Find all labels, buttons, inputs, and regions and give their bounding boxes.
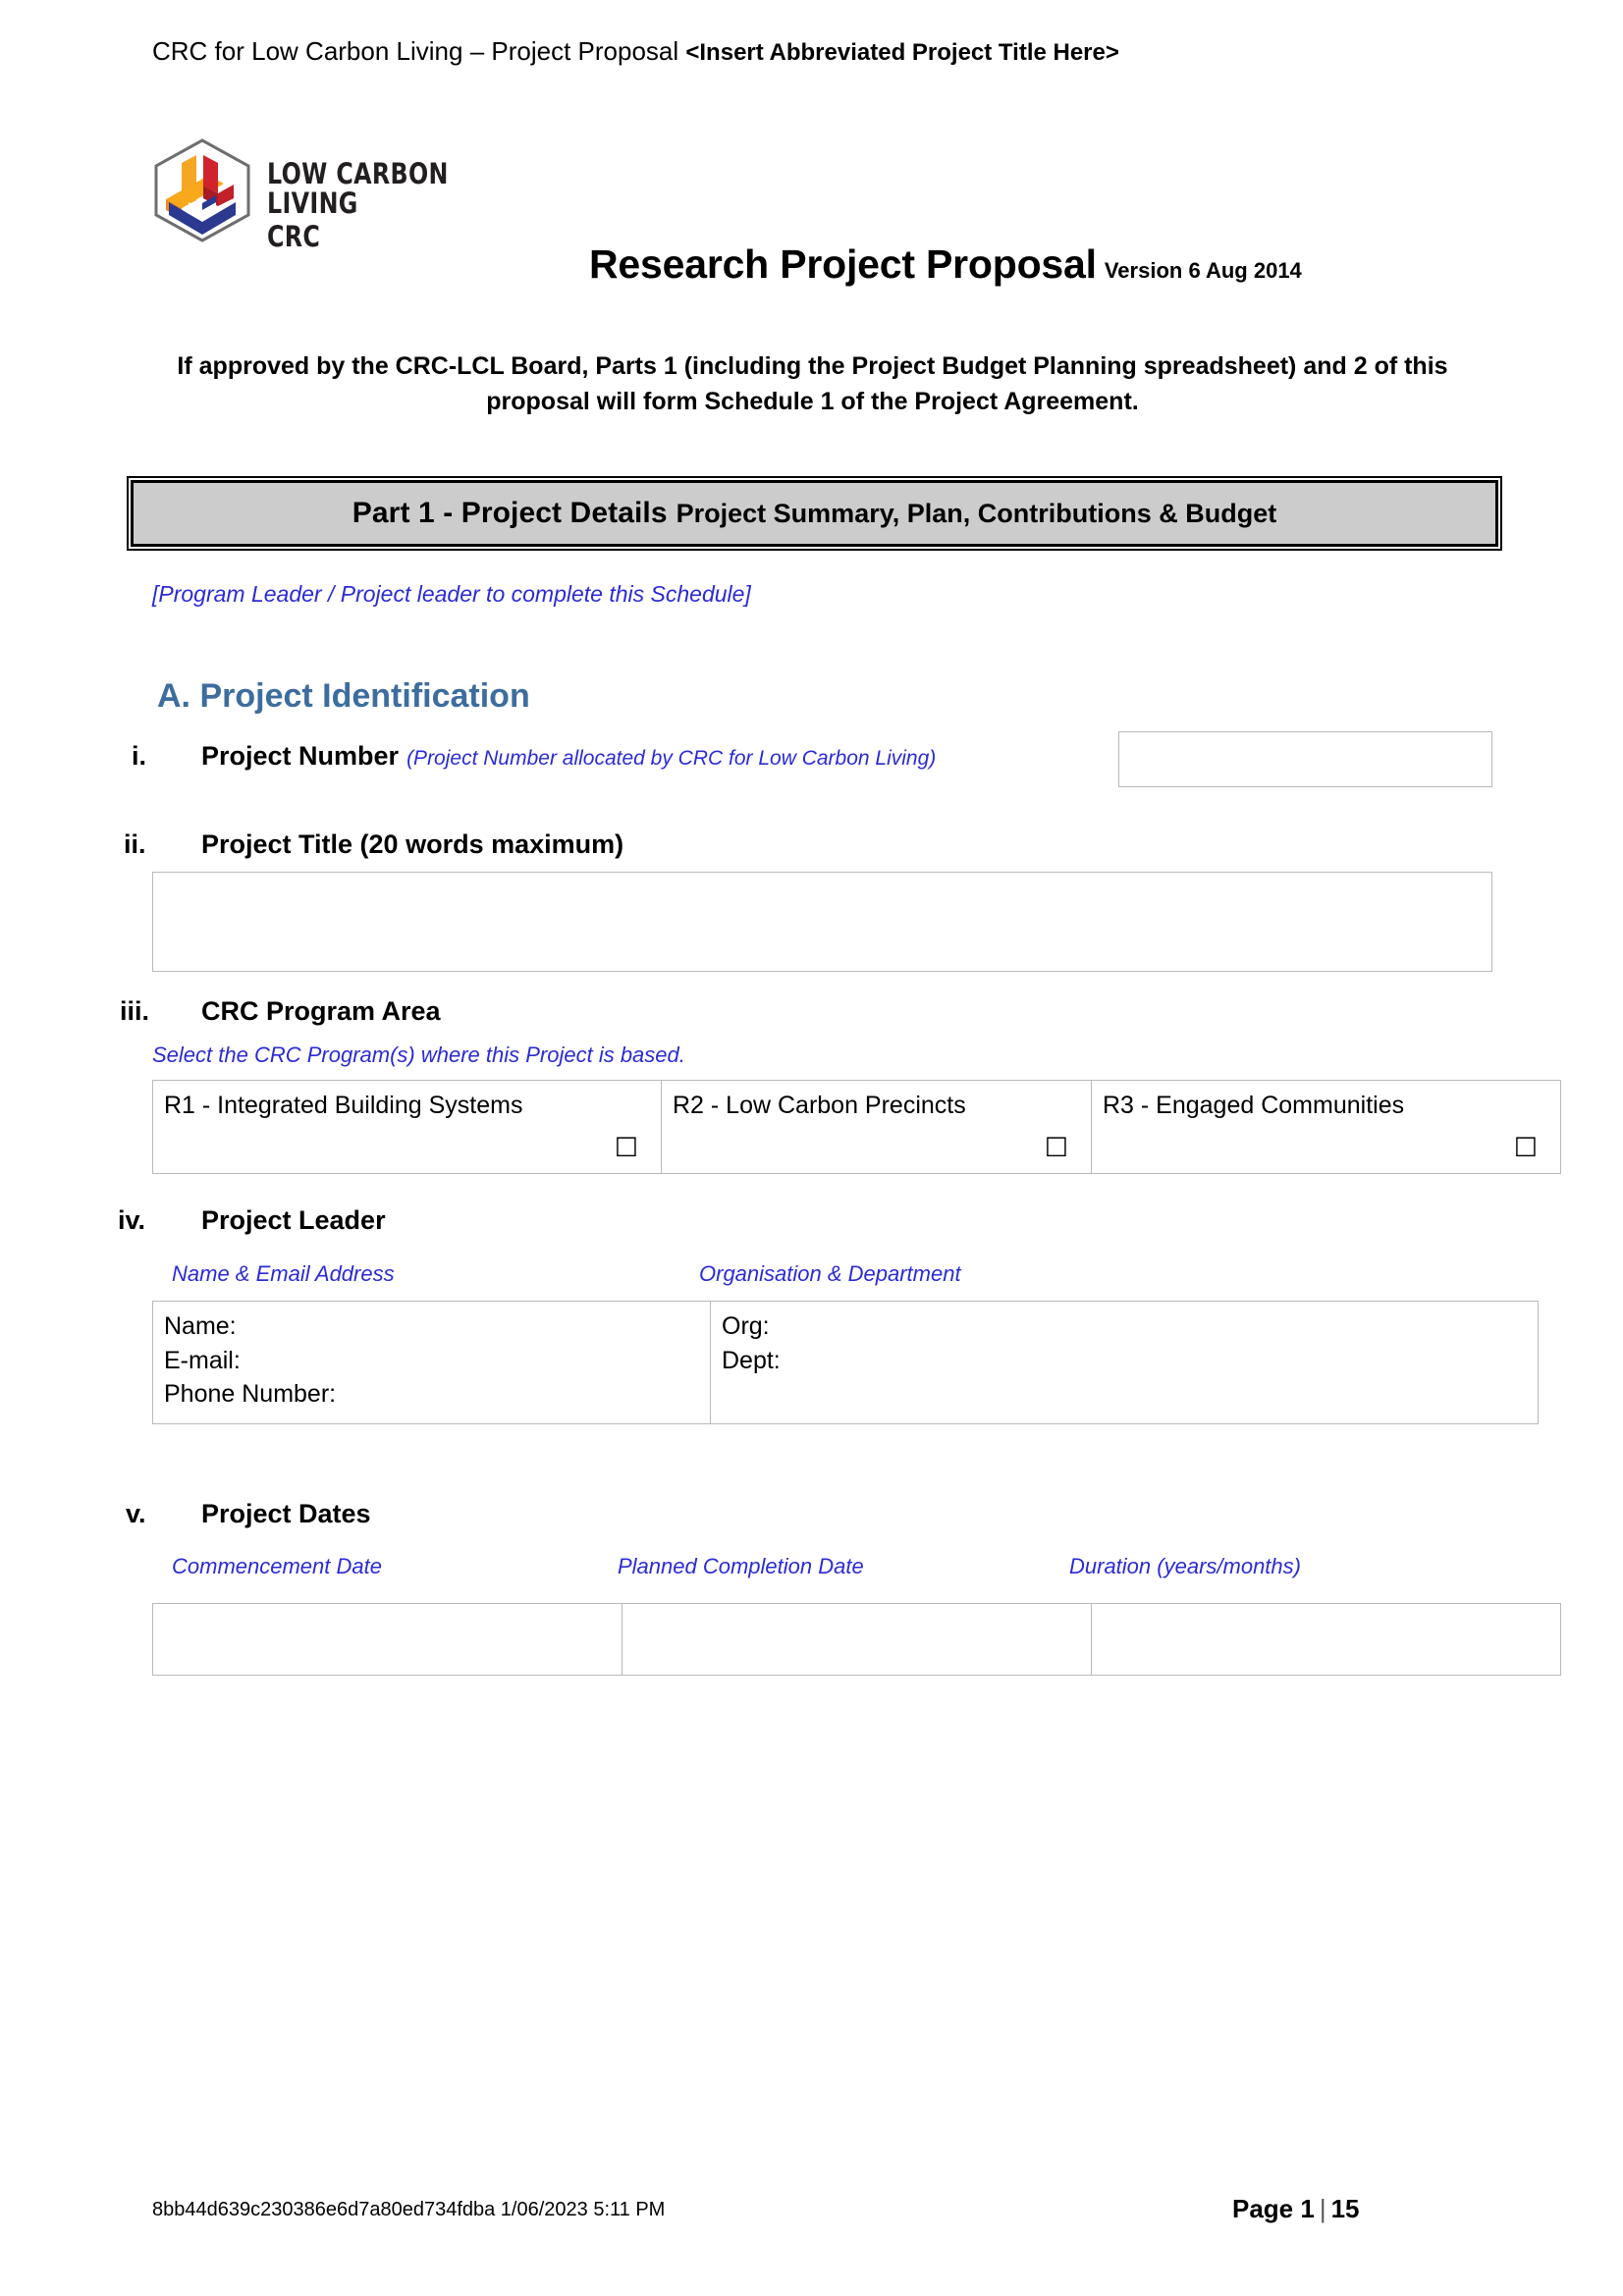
running-header-plain: CRC for Low Carbon Living – Project Proposal xyxy=(152,36,679,66)
footer-page-number xyxy=(1232,2194,1360,2224)
project-leader-table xyxy=(152,1301,1539,1424)
dates-caption-completion: Planned Completion Date xyxy=(618,1554,864,1578)
program-cell-r3[interactable] xyxy=(1092,1081,1561,1174)
checkbox-r3[interactable]: ☐ xyxy=(1513,1133,1538,1163)
table-row xyxy=(153,1604,1561,1676)
part-1-label: Part 1 - Project Details xyxy=(352,497,668,529)
planned-completion-date-input[interactable] xyxy=(622,1604,1092,1676)
footer-total-pages: 15 xyxy=(1330,2194,1360,2223)
project-leader-caption-org-dept: Organisation & Department xyxy=(699,1261,961,1286)
low-carbon-living-crc-logo-icon xyxy=(149,137,255,243)
running-header xyxy=(152,35,1488,68)
section-a-heading: A. Project Identification xyxy=(157,677,530,715)
item-ii-number: ii. xyxy=(124,829,146,859)
item-i-hint: (Project Number allocated by CRC for Low Carbon Living) xyxy=(406,747,937,770)
project-leader-org-cell[interactable] xyxy=(711,1302,1539,1424)
duration-input[interactable] xyxy=(1092,1604,1561,1676)
schedule-instruction-note: [Program Leader / Project leader to complete this Schedule] xyxy=(152,581,751,607)
document-title-text: Research Project Proposal xyxy=(589,241,1097,287)
project-title-input[interactable] xyxy=(152,872,1492,972)
item-v-label: Project Dates xyxy=(201,1499,371,1528)
program-cell-r2[interactable] xyxy=(662,1081,1092,1174)
part-1-banner xyxy=(131,480,1498,547)
document-title xyxy=(589,241,1512,288)
dates-caption-duration: Duration (years/months) xyxy=(1069,1554,1301,1578)
logo-wordmark xyxy=(267,159,522,251)
project-leader-caption-name-email: Name & Email Address xyxy=(172,1261,395,1286)
checkbox-r2[interactable]: ☐ xyxy=(1044,1133,1068,1163)
logo-wordmark-line-2: CRC xyxy=(267,219,321,253)
program-cell-r1[interactable] xyxy=(153,1081,662,1174)
item-iv-label: Project Leader xyxy=(201,1205,386,1235)
item-iii-label: CRC Program Area xyxy=(201,996,441,1026)
project-leader-field-org: Org: xyxy=(722,1312,770,1340)
footer-page-label: Page 1 xyxy=(1232,2194,1315,2223)
project-number-input[interactable] xyxy=(1118,731,1492,787)
item-v-number: v. xyxy=(126,1499,146,1528)
document-version: Version 6 Aug 2014 xyxy=(1104,258,1302,283)
project-leader-field-phone: Phone Number: xyxy=(164,1380,337,1408)
project-leader-field-dept: Dept: xyxy=(722,1346,781,1374)
footer-separator: | xyxy=(1319,2194,1326,2223)
item-i-label-group xyxy=(201,741,936,772)
footer-document-id: 8bb44d639c230386e6d7a80ed734fdba 1/06/2023 5:11 PM xyxy=(152,2199,666,2220)
program-label-r1: R1 - Integrated Building Systems xyxy=(164,1092,523,1119)
running-header-placeholder: <Insert Abbreviated Project Title Here> xyxy=(685,39,1119,66)
approval-note: If approved by the CRC-LCL Board, Parts 1 (including the Project Budget Planning spreadsheet) and 2 of this proposal will form Schedule 1 of the Project Agreement. xyxy=(177,352,1448,416)
item-iv-number: iv. xyxy=(118,1205,146,1235)
item-iii-hint: Select the CRC Program(s) where this Project is based. xyxy=(152,1042,685,1067)
commencement-date-input[interactable] xyxy=(153,1604,622,1676)
item-i-label: Project Number xyxy=(201,741,400,771)
dates-caption-commencement: Commencement Date xyxy=(172,1554,382,1578)
project-leader-field-name: Name: xyxy=(164,1312,237,1340)
project-dates-table xyxy=(152,1603,1561,1676)
logo-wordmark-line-1: LOW CARBON LIVING xyxy=(267,157,449,221)
part-1-subtitle: Project Summary, Plan, Contributions & Budget xyxy=(676,498,1277,528)
item-iii-number: iii. xyxy=(120,996,150,1026)
crc-program-area-table xyxy=(152,1080,1561,1174)
checkbox-r1[interactable]: ☐ xyxy=(614,1133,638,1163)
project-leader-name-cell[interactable] xyxy=(153,1302,711,1424)
table-row xyxy=(153,1081,1561,1174)
program-label-r2: R2 - Low Carbon Precincts xyxy=(673,1092,966,1119)
item-ii-label: Project Title (20 words maximum) xyxy=(201,829,624,859)
table-row xyxy=(153,1302,1539,1424)
project-leader-field-email: E-mail: xyxy=(164,1346,241,1374)
logo-block xyxy=(149,137,522,253)
program-label-r3: R3 - Engaged Communities xyxy=(1103,1092,1405,1119)
item-i-number: i. xyxy=(132,741,147,771)
